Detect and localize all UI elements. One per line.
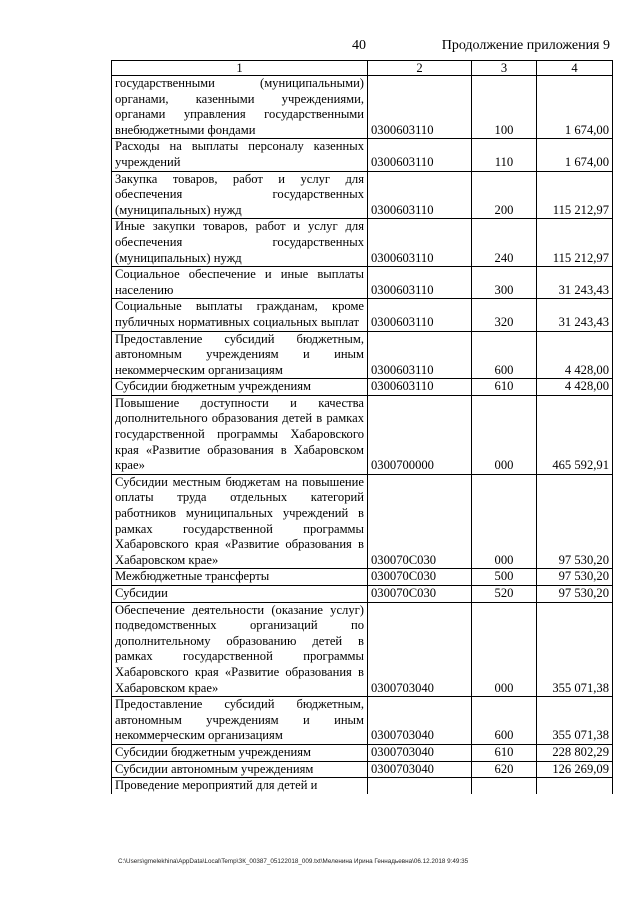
row-expense-type-cell: 240 (472, 219, 537, 267)
row-name-cell: Субсидии бюджетным учреждениям (112, 744, 368, 761)
row-name-cell: Субсидии автономным учреждениям (112, 761, 368, 778)
column-header: 3 (472, 61, 537, 76)
row-name-cell: Субсидии (112, 586, 368, 603)
row-expense-type-cell: 610 (472, 379, 537, 396)
row-name-cell: Субсидии местным бюджетам на повышение оплаты труда отдельных категорий работников муниципальных учреждений в рамках государственной программы Хабаровского края «Развитие образования в Хабаровском крае» (112, 474, 368, 569)
row-amount-cell: 115 212,97 (537, 219, 613, 267)
row-amount-cell: 4 428,00 (537, 379, 613, 396)
table-row (112, 267, 613, 299)
column-header: 2 (368, 61, 472, 76)
table-row (112, 379, 613, 396)
row-name-cell: Закупка товаров, работ и услуг для обеспечения государственных (муниципальных) нужд (112, 171, 368, 219)
row-amount-cell: 97 530,20 (537, 474, 613, 569)
table-row (112, 219, 613, 267)
row-expense-type-cell: 320 (472, 299, 537, 331)
table-row (112, 586, 613, 603)
row-code-cell (368, 778, 472, 794)
row-expense-type-cell: 300 (472, 267, 537, 299)
table-row (112, 76, 613, 139)
row-code-cell: 0300603110 (368, 219, 472, 267)
row-amount-cell (537, 778, 613, 794)
table-row (112, 569, 613, 586)
table-row (112, 171, 613, 219)
row-code-cell: 030070C030 (368, 586, 472, 603)
row-code-cell: 0300603110 (368, 171, 472, 219)
row-name-cell: Социальное обеспечение и иные выплаты населению (112, 267, 368, 299)
row-expense-type-cell: 520 (472, 586, 537, 603)
row-amount-cell: 355 071,38 (537, 602, 613, 697)
table-row (112, 331, 613, 379)
row-name-cell: государственными (муниципальными) органами, казенными учреждениями, органами управления государственными внебюджетными фондами (112, 76, 368, 139)
table-row (112, 602, 613, 697)
row-name-cell: Межбюджетные трансферты (112, 569, 368, 586)
row-expense-type-cell: 600 (472, 331, 537, 379)
row-code-cell: 0300703040 (368, 761, 472, 778)
row-code-cell: 0300603110 (368, 76, 472, 139)
file-path-footer: C:\Users\gmelekhina\AppData\Local\Temp\ЗК_00387_05122018_009.txt\Меленина Ирина Геннадьевна\06.12.2018 9:49:35 (118, 858, 469, 865)
row-code-cell: 0300603110 (368, 299, 472, 331)
row-code-cell: 0300703040 (368, 744, 472, 761)
row-code-cell: 030070C030 (368, 569, 472, 586)
row-amount-cell: 465 592,91 (537, 395, 613, 474)
appendix-continuation-label: Продолжение приложения 9 (441, 38, 610, 53)
row-amount-cell: 1 674,00 (537, 76, 613, 139)
table-row (112, 744, 613, 761)
row-amount-cell: 4 428,00 (537, 331, 613, 379)
row-name-cell: Предоставление субсидий бюджетным, автономным учреждениям и иным некоммерческим организациям (112, 331, 368, 379)
row-code-cell: 0300703040 (368, 602, 472, 697)
row-code-cell: 0300703040 (368, 697, 472, 745)
column-header: 4 (537, 61, 613, 76)
row-amount-cell: 126 269,09 (537, 761, 613, 778)
row-expense-type-cell: 500 (472, 569, 537, 586)
row-name-cell: Расходы на выплаты персоналу казенных учреждений (112, 139, 368, 171)
row-code-cell: 0300603110 (368, 379, 472, 396)
row-amount-cell: 115 212,97 (537, 171, 613, 219)
row-name-cell: Проведение мероприятий для детей и (112, 778, 368, 794)
table-row (112, 697, 613, 745)
row-amount-cell: 228 802,29 (537, 744, 613, 761)
row-name-cell: Социальные выплаты гражданам, кроме публичных нормативных социальных выплат (112, 299, 368, 331)
row-expense-type-cell: 000 (472, 602, 537, 697)
row-code-cell: 0300700000 (368, 395, 472, 474)
budget-table (111, 60, 613, 794)
row-code-cell: 0300603110 (368, 139, 472, 171)
row-expense-type-cell: 100 (472, 76, 537, 139)
table-row (112, 299, 613, 331)
table-row (112, 139, 613, 171)
row-name-cell: Обеспечение деятельности (оказание услуг) подведомственных организаций по дополнительному образованию детей в рамках государственной программы Хабаровского края «Развитие образования в Хабаровском крае» (112, 602, 368, 697)
table-header-row (112, 61, 613, 76)
table-row (112, 395, 613, 474)
row-name-cell: Предоставление субсидий бюджетным, автономным учреждениям и иным некоммерческим организациям (112, 697, 368, 745)
row-expense-type-cell: 600 (472, 697, 537, 745)
row-code-cell: 0300603110 (368, 267, 472, 299)
row-amount-cell: 97 530,20 (537, 569, 613, 586)
row-expense-type-cell (472, 778, 537, 794)
table-row (112, 761, 613, 778)
row-expense-type-cell: 110 (472, 139, 537, 171)
row-code-cell: 030070C030 (368, 474, 472, 569)
row-amount-cell: 31 243,43 (537, 267, 613, 299)
row-amount-cell: 31 243,43 (537, 299, 613, 331)
column-header: 1 (112, 61, 368, 76)
row-amount-cell: 97 530,20 (537, 586, 613, 603)
row-amount-cell: 355 071,38 (537, 697, 613, 745)
table-row (112, 474, 613, 569)
row-name-cell: Субсидии бюджетным учреждениям (112, 379, 368, 396)
row-expense-type-cell: 610 (472, 744, 537, 761)
row-name-cell: Повышение доступности и качества дополнительного образования детей в рамках государственной программы Хабаровского края «Развитие образования в Хабаровском крае» (112, 395, 368, 474)
row-name-cell: Иные закупки товаров, работ и услуг для обеспечения государственных (муниципальных) нужд (112, 219, 368, 267)
page-number: 40 (352, 38, 366, 53)
row-amount-cell: 1 674,00 (537, 139, 613, 171)
row-code-cell: 0300603110 (368, 331, 472, 379)
row-expense-type-cell: 000 (472, 395, 537, 474)
row-expense-type-cell: 200 (472, 171, 537, 219)
row-expense-type-cell: 000 (472, 474, 537, 569)
table-row (112, 778, 613, 794)
row-expense-type-cell: 620 (472, 761, 537, 778)
